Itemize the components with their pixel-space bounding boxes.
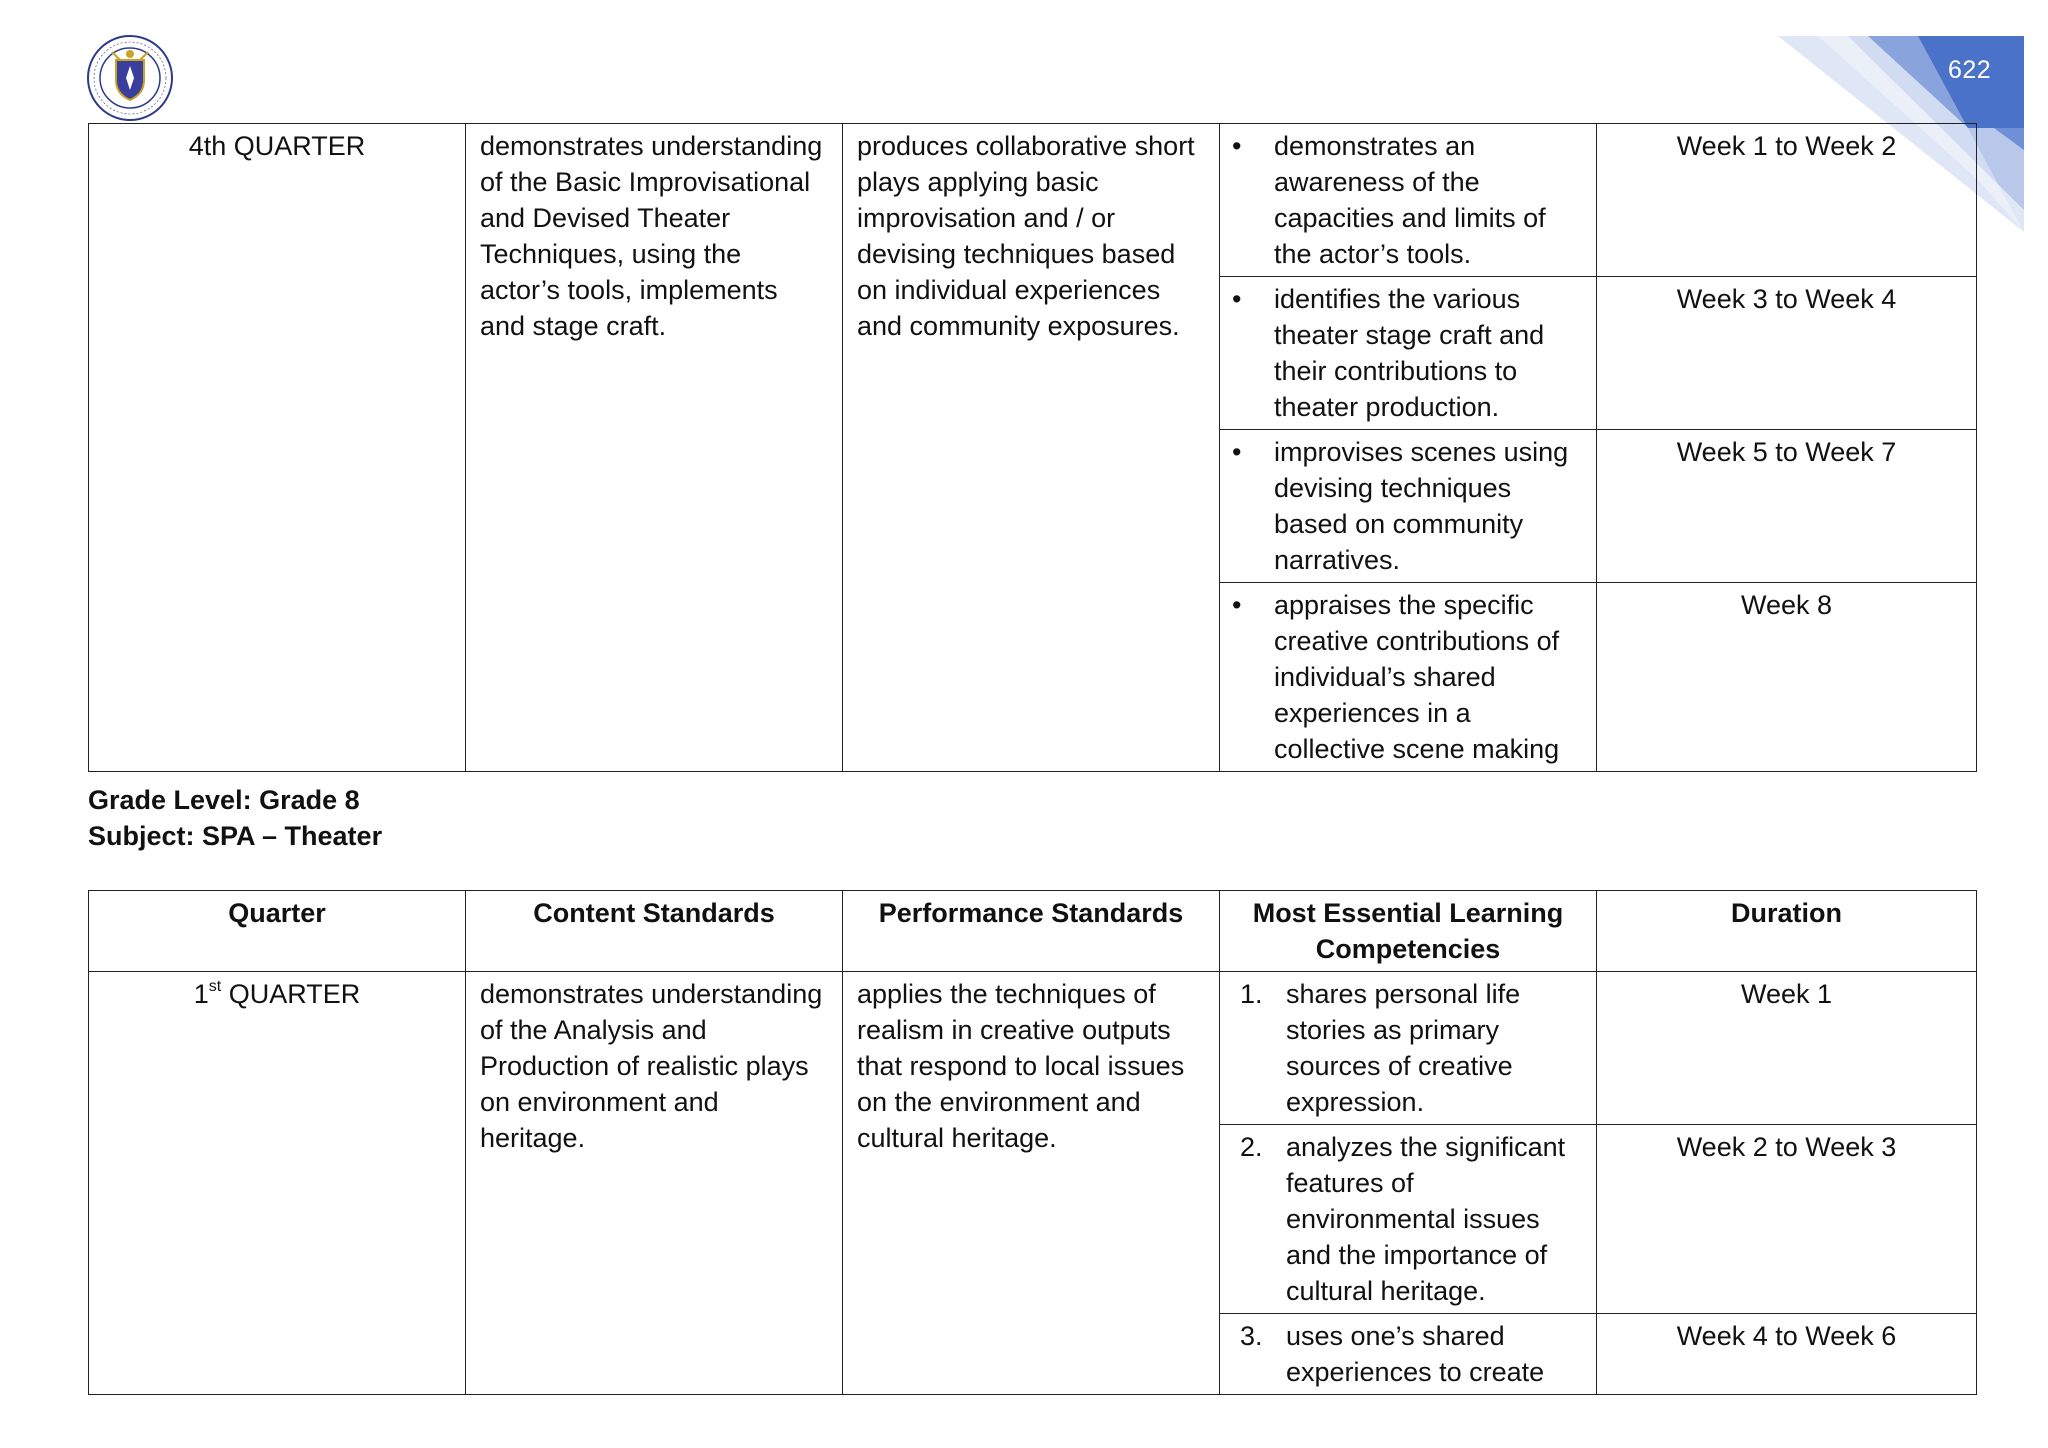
header-quarter: Quarter (89, 891, 466, 972)
header-content-standards: Content Standards (466, 891, 843, 972)
competency-cell (1220, 1125, 1597, 1314)
bullet-icon: • (1232, 437, 1242, 467)
competency-text: improvises scenes using devising techniques based on community narratives. (1274, 437, 1569, 575)
curriculum-table-grade8-q1 (88, 890, 1977, 1395)
content-standard-cell: demonstrates understanding of the Basic Improvisational and Devised Theater Techniques, using the actor’s tools, implements and stage craft. (466, 124, 843, 772)
grade-level-heading: Grade Level: Grade 8 (88, 785, 360, 815)
competency-text: uses one’s shared experiences to create (1286, 1321, 1545, 1387)
duration-cell: Week 5 to Week 7 (1597, 430, 1977, 583)
bullet-icon: • (1232, 131, 1242, 161)
list-number: 2. (1240, 1132, 1263, 1162)
quarter-label: QUARTER (221, 979, 361, 1009)
list-number: 3. (1240, 1321, 1263, 1351)
duration-cell: Week 8 (1597, 583, 1977, 772)
quarter-ordinal: st (208, 978, 222, 995)
page-number: 622 (1948, 56, 1992, 84)
duration-cell: Week 1 to Week 2 (1597, 124, 1977, 277)
bullet-icon: • (1232, 590, 1242, 620)
header-performance-standards: Performance Standards (843, 891, 1220, 972)
competency-cell (1220, 124, 1597, 277)
duration-cell: Week 1 (1597, 972, 1977, 1125)
competency-cell (1220, 972, 1597, 1125)
competency-text: analyzes the significant features of environmental issues and the importance of cultural heritage. (1286, 1132, 1566, 1306)
content-standard-cell: demonstrates understanding of the Analysis and Production of realistic plays on environment and heritage. (466, 972, 843, 1395)
table-row (89, 124, 1977, 277)
subject-heading: Subject: SPA – Theater (88, 821, 383, 851)
competency-cell (1220, 1314, 1597, 1395)
table-row (89, 972, 1977, 1125)
list-number: 1. (1240, 979, 1263, 1009)
duration-cell: Week 3 to Week 4 (1597, 277, 1977, 430)
competency-text: demonstrates an awareness of the capacities and limits of the actor’s tools. (1274, 131, 1546, 269)
competency-text: appraises the specific creative contributions of individual’s shared experiences in a collective scene making (1274, 590, 1560, 764)
performance-standard-cell: produces collaborative short plays applying basic improvisation and / or devising techniques based on individual experiences and community exposures. (843, 124, 1220, 772)
deped-seal-logo (86, 34, 174, 122)
competency-cell (1220, 430, 1597, 583)
curriculum-table-grade7-q4 (88, 123, 1977, 772)
header-duration: Duration (1597, 891, 1977, 972)
performance-standard-cell: applies the techniques of realism in creative outputs that respond to local issues on the environment and cultural heritage. (843, 972, 1220, 1395)
quarter-cell (89, 972, 466, 1395)
competency-cell (1220, 583, 1597, 772)
competency-text: shares personal life stories as primary sources of creative expression. (1286, 979, 1521, 1117)
duration-cell: Week 4 to Week 6 (1597, 1314, 1977, 1395)
duration-cell: Week 2 to Week 3 (1597, 1125, 1977, 1314)
header-competencies: Most Essential Learning Competencies (1220, 891, 1597, 972)
quarter-cell: 4th QUARTER (89, 124, 466, 772)
quarter-number: 1 (193, 979, 209, 1009)
table-header-row (89, 891, 1977, 972)
competency-text: identifies the various theater stage craft and their contributions to theater production. (1274, 284, 1545, 422)
competency-cell (1220, 277, 1597, 430)
bullet-icon: • (1232, 284, 1242, 314)
